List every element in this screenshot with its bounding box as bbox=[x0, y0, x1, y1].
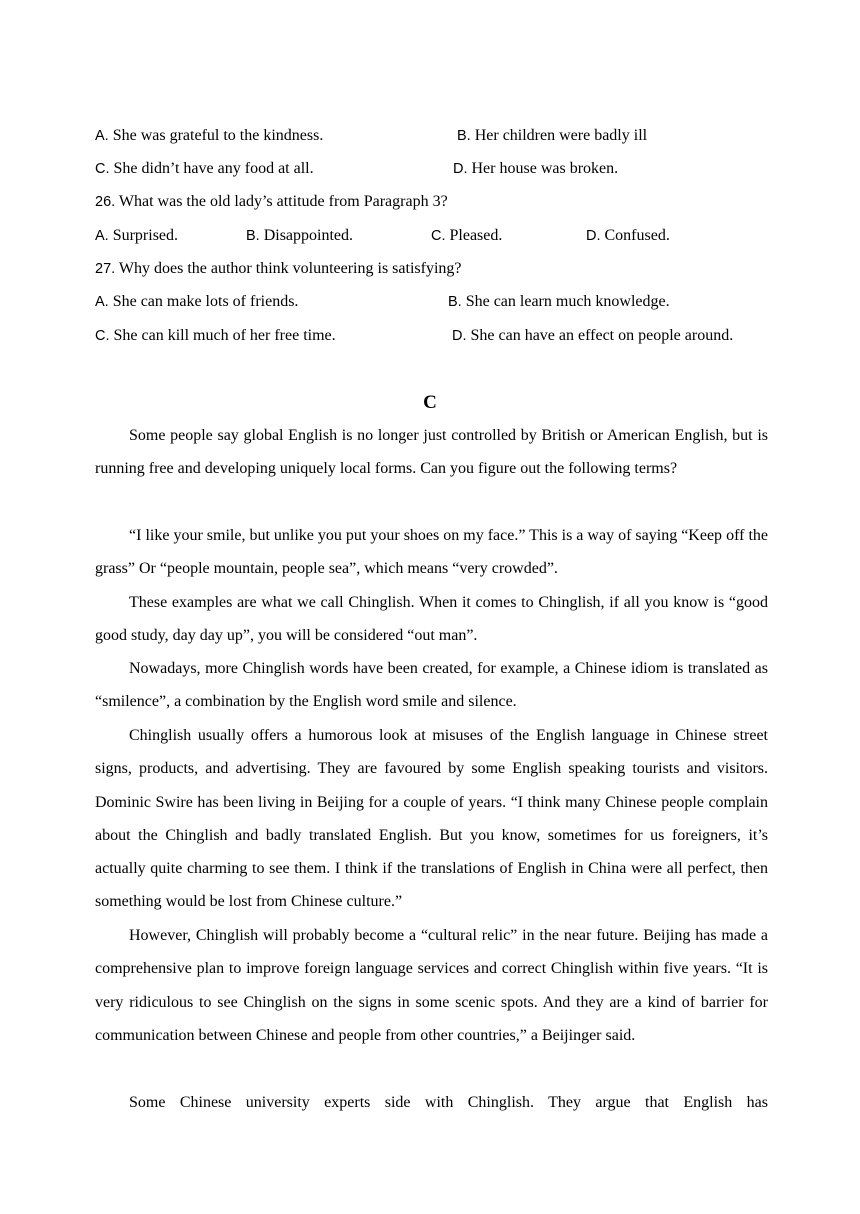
option-letter: D. bbox=[453, 161, 468, 177]
q27-option-a bbox=[95, 292, 298, 312]
question-text: Why does the author think volunteering is satisfying? bbox=[118, 260, 462, 277]
option-letter: C. bbox=[95, 328, 110, 344]
option-text: Disappointed. bbox=[263, 227, 354, 244]
option-text: She can kill much of her free time. bbox=[113, 327, 336, 344]
q27-stem bbox=[95, 259, 462, 279]
option-text: Pleased. bbox=[449, 227, 503, 244]
section-title: C bbox=[423, 392, 437, 413]
q27-option-b bbox=[448, 292, 670, 312]
q26-option-b bbox=[246, 226, 353, 246]
q26-option-a bbox=[95, 226, 178, 246]
q25-option-a bbox=[95, 126, 323, 146]
option-text: She was grateful to the kindness. bbox=[112, 127, 324, 144]
q27-option-c bbox=[95, 326, 336, 346]
option-text: She didn’t have any food at all. bbox=[113, 160, 314, 177]
option-letter: B. bbox=[457, 128, 471, 144]
passage-paragraph-1: Some people say global English is no longer just controlled by British or American English, but is running free and developing uniquely local forms. Can you figure out the following terms? bbox=[95, 427, 768, 478]
option-text: Her children were badly ill bbox=[474, 127, 648, 144]
option-letter: C. bbox=[95, 161, 110, 177]
passage-paragraph-7: Some Chinese university experts side with Chinglish. They argue that English has bbox=[129, 1094, 768, 1111]
q25-option-b bbox=[457, 126, 647, 146]
option-letter: B. bbox=[448, 294, 462, 310]
option-letter: D. bbox=[586, 228, 601, 244]
passage-paragraph-6: However, Chinglish will probably become a “cultural relic” in the near future. Beijing has made a comprehensive plan to improve foreign language services and correct Chinglish within five years. “It is very ridiculous to see Chinglish on the signs in some scenic spots. And they are a kind of barrier for communication between Chinese and people from other countries,” a Beijinger said. bbox=[95, 927, 768, 1044]
option-letter: B. bbox=[246, 228, 260, 244]
option-letter: A. bbox=[95, 128, 109, 144]
option-text: She can have an effect on people around. bbox=[470, 327, 734, 344]
option-text: She can learn much knowledge. bbox=[465, 293, 670, 310]
option-letter: D. bbox=[452, 328, 467, 344]
passage-paragraph-4: Nowadays, more Chinglish words have been created, for example, a Chinese idiom is translated as “smilence”, a combination by the English word smile and silence. bbox=[95, 660, 768, 711]
q26-option-c bbox=[431, 226, 502, 246]
question-number: 26. bbox=[95, 194, 116, 210]
option-letter: A. bbox=[95, 294, 109, 310]
passage-paragraph-3: These examples are what we call Chinglish. When it comes to Chinglish, if all you know is “good good study, day day up”, you will be considered “out man”. bbox=[95, 594, 768, 645]
q25-option-c bbox=[95, 159, 314, 179]
q27-option-d bbox=[452, 326, 733, 346]
option-text: She can make lots of friends. bbox=[112, 293, 299, 310]
question-text: What was the old lady’s attitude from Paragraph 3? bbox=[118, 193, 448, 210]
q26-option-d bbox=[586, 226, 670, 246]
q26-stem bbox=[95, 192, 448, 212]
passage-paragraph-2: “I like your smile, but unlike you put your shoes on my face.” This is a way of saying “Keep off the grass” Or “people mountain, people sea”, which means “very crowded”. bbox=[95, 527, 768, 578]
option-text: Confused. bbox=[604, 227, 670, 244]
option-text: Her house was broken. bbox=[471, 160, 619, 177]
question-number: 27. bbox=[95, 261, 116, 277]
option-letter: C. bbox=[431, 228, 446, 244]
option-letter: A. bbox=[95, 228, 109, 244]
passage-paragraph-5: Chinglish usually offers a humorous look at misuses of the English language in Chinese street signs, products, and advertising. They are favoured by some English speaking tourists and visitors. Dominic Swire has been living in Beijing for a couple of years. “I think many Chinese people complain about the Chinglish and badly translated English. But you know, sometimes for us foreigners, it’s actually quite charming to see them. I think if the translations of English in China were all perfect, then something would be lost from Chinese culture.” bbox=[95, 727, 768, 911]
option-text: Surprised. bbox=[112, 227, 179, 244]
q25-option-d bbox=[453, 159, 618, 179]
